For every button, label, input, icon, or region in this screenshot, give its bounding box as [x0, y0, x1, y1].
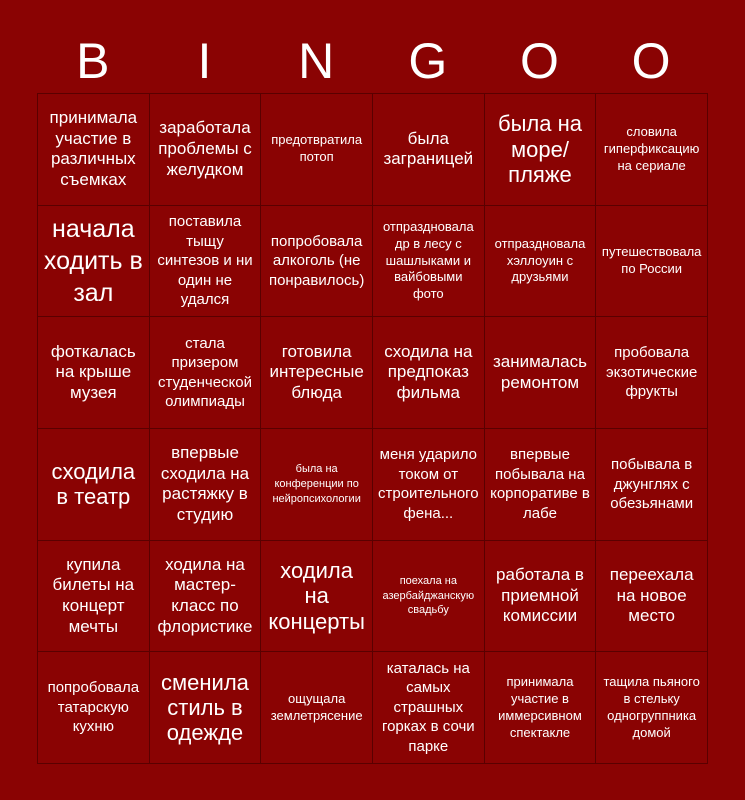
- header-letter-1: B: [76, 33, 110, 89]
- bingo-cell[interactable]: начала ходить в зал: [38, 206, 150, 318]
- bingo-cell[interactable]: принимала участие в иммерсивном спектакле: [485, 652, 597, 764]
- header-letter-6: O: [631, 33, 671, 89]
- bingo-cell[interactable]: была заграницей: [373, 94, 485, 206]
- bingo-cell[interactable]: заработала проблемы с желудком: [150, 94, 262, 206]
- bingo-cell[interactable]: путешествовала по России: [596, 206, 708, 318]
- bingo-cell[interactable]: принимала участие в различных съемках: [38, 94, 150, 206]
- bingo-cell[interactable]: отпраздновала др в лесу с шашлыками и вайбовыми фото: [373, 206, 485, 318]
- bingo-cell[interactable]: тащила пьяного в стельку одногруппника домой: [596, 652, 708, 764]
- bingo-cell[interactable]: пробовала экзотические фрукты: [596, 317, 708, 429]
- bingo-cell[interactable]: готовила интересные блюда: [261, 317, 373, 429]
- bingo-cell[interactable]: попробовала алкоголь (не понравилось): [261, 206, 373, 318]
- header-letter-4: G: [408, 33, 448, 89]
- bingo-cell[interactable]: сменила стиль в одежде: [150, 652, 262, 764]
- header-letter-5: O: [520, 33, 559, 89]
- bingo-cell[interactable]: каталась на самых страшных горках в сочи парке: [373, 652, 485, 764]
- bingo-cell[interactable]: отпраздновала хэллоуин с друзьями: [485, 206, 597, 318]
- bingo-cell[interactable]: купила билеты на концерт мечты: [38, 541, 150, 653]
- bingo-cell[interactable]: впервые сходила на растяжку в студию: [150, 429, 262, 541]
- bingo-cell[interactable]: меня ударило током от строительного фена...: [373, 429, 485, 541]
- bingo-cell[interactable]: была на море/ пляже: [485, 94, 597, 206]
- bingo-cell[interactable]: впервые побывала на корпоративе в лабе: [485, 429, 597, 541]
- bingo-cell[interactable]: была на конференции по нейропсихологии: [261, 429, 373, 541]
- bingo-cell[interactable]: поехала на азербайджанскую свадьбу: [373, 541, 485, 653]
- bingo-cell[interactable]: работала в приемной комиссии: [485, 541, 597, 653]
- bingo-cell[interactable]: сходила на предпоказ фильма: [373, 317, 485, 429]
- bingo-cell[interactable]: занималась ремонтом: [485, 317, 597, 429]
- bingo-header: [37, 30, 707, 92]
- bingo-cell[interactable]: фоткалась на крыше музея: [38, 317, 150, 429]
- header-letter-2: I: [197, 33, 212, 89]
- bingo-cell[interactable]: сходила в театр: [38, 429, 150, 541]
- header-letter-3: N: [298, 33, 335, 89]
- bingo-cell[interactable]: предотвратила потоп: [261, 94, 373, 206]
- bingo-cell[interactable]: ходила на концерты: [261, 541, 373, 653]
- bingo-cell[interactable]: ходила на мастер-класс по флористике: [150, 541, 262, 653]
- bingo-cell[interactable]: словила гиперфиксацию на сериале: [596, 94, 708, 206]
- bingo-cell[interactable]: поставила тыщу синтезов и ни один не удался: [150, 206, 262, 318]
- bingo-cell[interactable]: стала призером студенческой олимпиады: [150, 317, 262, 429]
- bingo-cell[interactable]: побывала в джунглях с обезьянами: [596, 429, 708, 541]
- bingo-cell[interactable]: попробовала татарскую кухню: [38, 652, 150, 764]
- bingo-grid: [37, 93, 708, 764]
- bingo-cell[interactable]: переехала на новое место: [596, 541, 708, 653]
- bingo-cell[interactable]: ощущала землетрясение: [261, 652, 373, 764]
